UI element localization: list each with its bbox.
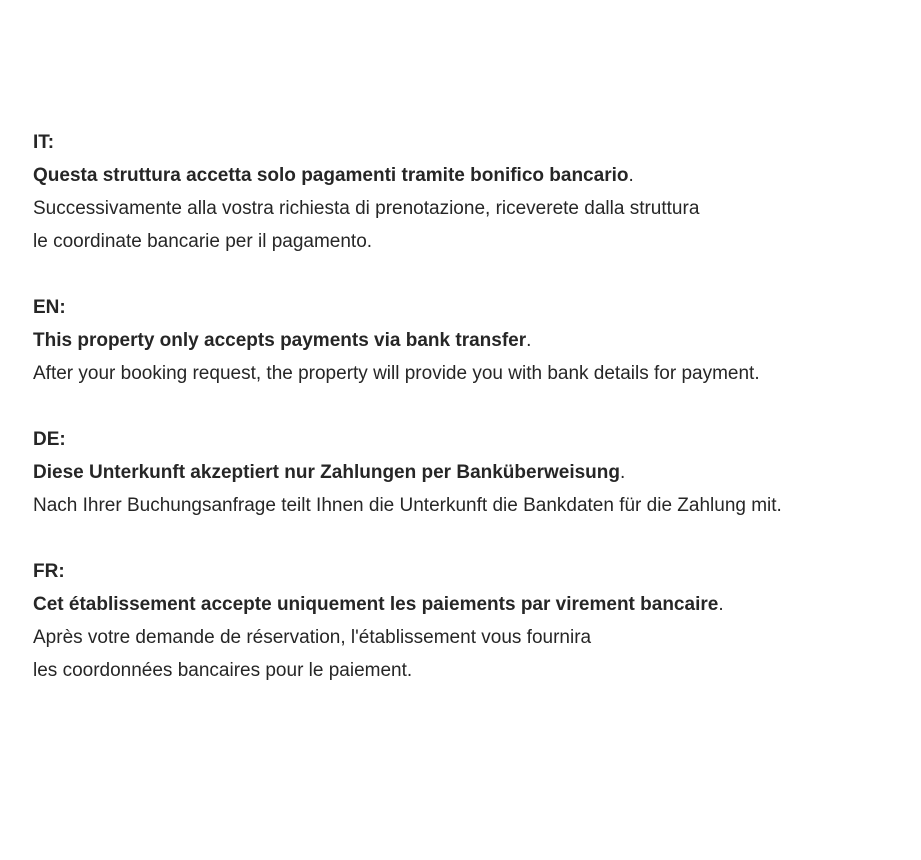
policy-sentence-line	[33, 456, 901, 489]
policy-body-line: Successivamente alla vostra richiesta di prenotazione, riceverete dalla struttura	[33, 198, 700, 219]
language-label-en: EN:	[33, 297, 66, 318]
policy-sentence-period: .	[628, 165, 634, 186]
policy-sentence-bold: Cet établissement accepte uniquement les paiements par virement bancaire	[33, 594, 719, 615]
policy-sentence-line	[33, 159, 901, 192]
language-block-fr	[33, 555, 901, 687]
language-label-de: DE:	[33, 429, 66, 450]
policy-sentence-period: .	[620, 462, 626, 483]
policy-sentence-bold: Diese Unterkunft akzeptiert nur Zahlungen per Banküberweisung	[33, 462, 620, 483]
language-label-fr: FR:	[33, 561, 65, 582]
policy-sentence-bold: Questa struttura accetta solo pagamenti tramite bonifico bancario	[33, 165, 629, 186]
language-label-it: IT:	[33, 132, 55, 153]
policy-sentence-bold: This property only accepts payments via bank transfer	[33, 330, 527, 351]
language-block-de	[33, 423, 901, 522]
policy-sentence-period: .	[526, 330, 532, 351]
policy-body-line: Nach Ihrer Buchungsanfrage teilt Ihnen die Unterkunft die Bankdaten für die Zahlung mit.	[33, 495, 782, 516]
policy-sentence-line	[33, 324, 901, 357]
policy-sentence-line	[33, 588, 901, 621]
language-block-en	[33, 291, 901, 390]
policy-body-line: After your booking request, the property will provide you with bank details for payment.	[33, 363, 760, 384]
policy-body-line: Après votre demande de réservation, l'établissement vous fournira	[33, 627, 592, 648]
policy-body-line: les coordonnées bancaires pour le paiement.	[33, 660, 413, 681]
policy-body-line: le coordinate bancarie per il pagamento.	[33, 231, 373, 252]
policy-sentence-period: .	[718, 594, 724, 615]
language-block-it	[33, 126, 901, 258]
